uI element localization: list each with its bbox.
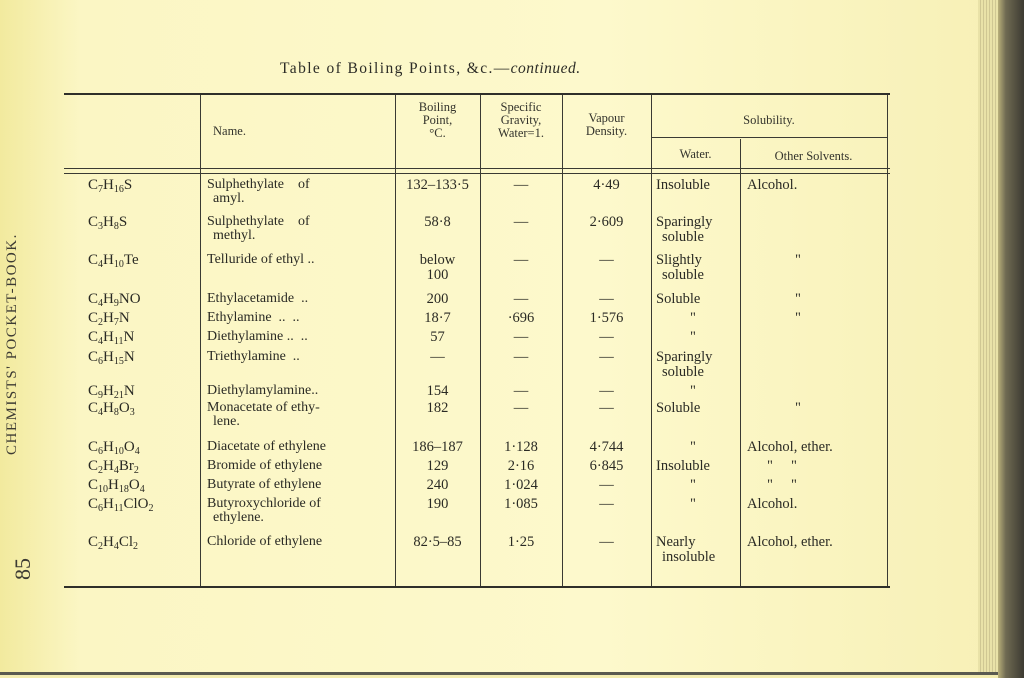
water-solubility-line: Soluble (656, 291, 701, 307)
formula-subscript: 7 (98, 184, 104, 195)
header-line: Vapour (588, 111, 625, 125)
boiling-point (395, 292, 480, 307)
water-solubility-line: " (690, 439, 696, 455)
compound-name-line: Diethylamylamine.. (207, 383, 319, 398)
formula-subscript: 2 (133, 541, 139, 552)
formula (88, 311, 130, 330)
formula-subscript: 8 (113, 407, 119, 418)
formula-subscript: 4 (98, 259, 104, 270)
boiling-point (395, 440, 480, 455)
title-continued: continued. (510, 60, 581, 77)
header-line: Point, (422, 113, 453, 127)
water-solubility-line: insoluble (662, 549, 716, 565)
water-solubility (656, 478, 696, 493)
water-solubility (656, 350, 712, 380)
header-vapour-density (562, 112, 651, 138)
formula (88, 330, 134, 349)
compound-name-line: Butyrate of ethylene (207, 477, 322, 492)
compound-name-line: Diacetate of ethylene (207, 439, 326, 454)
formula-subscript: 10 (98, 484, 109, 495)
solubility-rule (651, 137, 887, 138)
compound-name (207, 440, 326, 454)
other-solvents: " " (767, 477, 797, 493)
other-solvents: " (795, 291, 801, 307)
header-rule (64, 168, 890, 169)
formula-subscript: 7 (113, 317, 119, 328)
formula-element: H (103, 383, 114, 399)
compound-name (207, 350, 300, 364)
formula-element: C (88, 534, 99, 550)
formula-element: H (103, 400, 114, 416)
formula-subscript: 4 (98, 336, 104, 347)
column-rule (740, 139, 741, 586)
formula-element: C (88, 291, 99, 307)
header-line: Boiling (418, 100, 457, 114)
specific-gravity: — (513, 291, 529, 307)
formula-subscript: 8 (113, 221, 119, 232)
compound-name-line: Sulphethylate of (207, 177, 310, 192)
header-line: °C. (429, 126, 446, 140)
other-solvents: " (795, 400, 801, 416)
compound-name (207, 478, 321, 492)
specific-gravity: 1·024 (504, 477, 538, 493)
compound-name (207, 535, 322, 549)
formula-element: N (123, 329, 135, 345)
boiling-point-value: 190 (426, 496, 449, 512)
boiling-point (395, 311, 480, 326)
formula-element: O (128, 477, 140, 493)
formula-element: Cl (118, 534, 134, 550)
formula-element: Te (123, 252, 139, 268)
water-solubility (656, 253, 704, 283)
other-solvents: " (795, 252, 801, 268)
formula-subscript: 21 (113, 390, 124, 401)
formula (88, 292, 141, 311)
formula-element: C (88, 177, 99, 193)
boiling-point (395, 215, 480, 230)
water-solubility-line: " (690, 477, 696, 493)
boiling-points-table (64, 93, 890, 588)
formula-subscript: 10 (113, 446, 124, 457)
formula (88, 401, 135, 420)
vapour-density: — (599, 383, 614, 399)
boiling-point-value: — (430, 349, 445, 365)
specific-gravity: — (513, 177, 529, 193)
vapour-density: — (599, 252, 614, 268)
compound-name-line: Ethylamine .. .. (207, 310, 300, 325)
vapour-density: — (599, 534, 614, 550)
formula-element: H (103, 329, 114, 345)
compound-name-line: Ethylacetamide .. (207, 291, 309, 306)
formula-element: N (123, 349, 135, 365)
formula-element: C (88, 383, 99, 399)
formula-element: H (103, 177, 114, 193)
compound-name (207, 459, 322, 473)
formula-subscript: 2 (98, 465, 104, 476)
formula-subscript: 9 (113, 298, 119, 309)
formula-subscript: 4 (98, 407, 104, 418)
boiling-point (395, 535, 480, 550)
formula (88, 440, 140, 459)
compound-name (207, 253, 315, 267)
formula-subscript: 11 (113, 503, 124, 514)
specific-gravity: ·696 (507, 310, 535, 326)
specific-gravity: — (513, 329, 529, 345)
formula-subscript: 6 (98, 356, 104, 367)
formula-subscript: 2 (133, 465, 139, 476)
formula-element: H (103, 458, 114, 474)
formula-element: C (88, 214, 99, 230)
compound-name (207, 497, 321, 525)
formula-element: NO (118, 291, 141, 307)
boiling-point-value: 200 (426, 291, 449, 307)
water-solubility (656, 292, 700, 307)
water-solubility-line: Insoluble (656, 458, 710, 474)
formula-subscript: 4 (113, 541, 119, 552)
formula-subscript: 2 (98, 317, 104, 328)
formula-element: C (88, 349, 99, 365)
water-solubility (656, 535, 715, 565)
formula-element: S (118, 214, 128, 230)
formula-element: H (103, 291, 114, 307)
boiling-point (395, 253, 480, 283)
other-solvents: Alcohol. (747, 496, 798, 512)
boiling-point-value: 57 (430, 329, 445, 345)
specific-gravity: 1·085 (504, 496, 538, 512)
water-solubility-line: " (690, 329, 696, 345)
formula-subscript: 15 (113, 356, 124, 367)
vapour-density: 4·49 (593, 177, 620, 193)
compound-name (207, 384, 318, 398)
other-solvents: Alcohol, ether. (747, 439, 833, 455)
title-main: Table of Boiling Points, &c.— (280, 60, 511, 77)
formula-element: H (103, 252, 114, 268)
vapour-density: 1·576 (589, 310, 624, 326)
compound-name-line: Sulphethylate of (207, 214, 310, 229)
formula-subscript: 18 (118, 484, 129, 495)
formula-element: H (103, 310, 114, 326)
water-solubility-line: Slightly (656, 252, 702, 268)
water-solubility-line: Soluble (656, 400, 701, 416)
specific-gravity: — (513, 252, 529, 268)
boiling-point-value: 240 (426, 477, 449, 493)
formula-subscript: 4 (139, 484, 145, 495)
formula-subscript: 10 (113, 259, 124, 270)
water-solubility (656, 401, 700, 416)
header-boiling-point (395, 101, 480, 140)
boiling-point (395, 330, 480, 345)
boiling-point (395, 497, 480, 512)
formula-element: C (88, 310, 99, 326)
water-solubility (656, 497, 696, 512)
boiling-point-value: 18·7 (424, 310, 451, 326)
vapour-density: 4·744 (589, 439, 624, 455)
formula-subscript: 4 (113, 465, 119, 476)
header-line: Density. (585, 124, 628, 138)
specific-gravity: — (513, 214, 529, 230)
water-solubility (656, 311, 696, 326)
water-solubility-line: Nearly (656, 534, 696, 550)
formula (88, 215, 127, 234)
formula-subscript: 16 (113, 184, 124, 195)
formula-element: H (103, 214, 114, 230)
compound-name (207, 311, 300, 325)
formula-subscript: 2 (148, 503, 154, 514)
boiling-point-value: 129 (426, 458, 449, 474)
formula (88, 178, 132, 197)
formula-element: C (88, 400, 99, 416)
boiling-point-value: 132–133·5 (406, 177, 469, 193)
formula-subscript: 6 (98, 503, 104, 514)
specific-gravity: 1·25 (507, 534, 535, 550)
boiling-point-value: 58·8 (424, 214, 451, 230)
water-solubility-line: " (690, 310, 696, 326)
boiling-point-value: 182 (426, 400, 449, 416)
formula-element: N (118, 310, 130, 326)
compound-name (207, 401, 320, 429)
other-solvents: Alcohol, ether. (747, 534, 833, 550)
formula (88, 350, 135, 369)
specific-gravity: 1·128 (504, 439, 538, 455)
formula-element: C (88, 496, 99, 512)
water-solubility (656, 459, 710, 474)
formula-subscript: 2 (98, 541, 104, 552)
water-solubility-line: Sparingly (656, 214, 713, 230)
specific-gravity: — (513, 400, 529, 416)
formula (88, 497, 154, 516)
formula-element: C (88, 477, 99, 493)
formula-element: C (88, 458, 99, 474)
formula (88, 535, 138, 554)
page-edges (978, 0, 998, 672)
formula-element: H (103, 496, 114, 512)
compound-name-line: Diethylamine .. .. (207, 329, 308, 344)
formula-subscript: 6 (98, 446, 104, 457)
compound-name (207, 178, 310, 206)
water-solubility-line: soluble (662, 267, 704, 283)
header-line: Water=1. (498, 126, 544, 140)
boiling-point (395, 178, 480, 193)
vapour-density: — (599, 291, 614, 307)
formula (88, 253, 139, 272)
boiling-point (395, 478, 480, 493)
boiling-point (395, 401, 480, 416)
header-other-solvents: Other Solvents. (774, 149, 853, 163)
compound-name-line: ethylene. (213, 510, 264, 525)
water-solubility-line: Insoluble (656, 177, 710, 193)
formula (88, 478, 145, 497)
header-line: Gravity, (500, 113, 542, 127)
water-solubility-line: soluble (662, 364, 704, 380)
compound-name-line: Chloride of ethylene (207, 534, 323, 549)
other-solvents: Alcohol. (747, 177, 798, 193)
formula-element: S (123, 177, 133, 193)
vapour-density: — (599, 496, 614, 512)
boiling-point-value: 154 (426, 383, 449, 399)
header-rule-2 (64, 173, 890, 174)
other-solvents: " " (767, 458, 797, 474)
formula-subscript: 3 (98, 221, 104, 232)
header-line: Specific (500, 100, 542, 114)
boiling-point (395, 459, 480, 474)
boiling-point-value: 186–187 (412, 439, 463, 455)
compound-name-line: methyl. (213, 228, 256, 243)
specific-gravity: 2·16 (507, 458, 535, 474)
compound-name-line: Butyroxychloride of (207, 496, 321, 511)
formula-element: H (108, 477, 119, 493)
formula-subscript: 3 (129, 407, 135, 418)
formula-element: C (88, 252, 99, 268)
vapour-density: 2·609 (589, 214, 624, 230)
formula-element: N (123, 383, 135, 399)
formula-subscript: 4 (98, 298, 104, 309)
water-solubility (656, 384, 696, 399)
specific-gravity: — (513, 383, 529, 399)
vapour-density: — (599, 477, 614, 493)
formula-element: C (88, 439, 99, 455)
page-title (280, 60, 581, 78)
header-solubility: Solubility. (743, 113, 795, 127)
formula-element: H (103, 349, 114, 365)
boiling-point-value: 82·5–85 (413, 534, 462, 550)
formula-element: Br (118, 458, 134, 474)
water-solubility-line: Sparingly (656, 349, 713, 365)
boiling-point (395, 384, 480, 399)
header-name: Name. (213, 124, 246, 138)
other-solvents: " (795, 310, 801, 326)
specific-gravity: — (513, 349, 529, 365)
vapour-density: 6·845 (589, 458, 624, 474)
formula-element: C (88, 329, 99, 345)
water-solubility (656, 215, 712, 245)
vapour-density: — (599, 400, 614, 416)
formula-element: ClO (123, 496, 149, 512)
compound-name-line: lene. (213, 414, 240, 429)
compound-name-line: amyl. (213, 191, 245, 206)
compound-name (207, 292, 308, 306)
formula-subscript: 11 (113, 336, 124, 347)
water-solubility (656, 440, 696, 455)
compound-name-line: Triethylamine .. (207, 349, 300, 364)
water-solubility-line: " (690, 496, 696, 512)
book-spine (998, 0, 1024, 678)
compound-name (207, 215, 310, 243)
compound-name (207, 330, 308, 344)
formula-element: H (103, 534, 114, 550)
header-water: Water. (679, 147, 712, 161)
water-solubility-line: " (690, 383, 696, 399)
formula-element: H (103, 439, 114, 455)
boiling-point-value: 100 (426, 267, 449, 283)
formula-element: O (123, 439, 135, 455)
vapour-density: — (599, 349, 614, 365)
vapour-density: — (599, 329, 614, 345)
boiling-point (395, 350, 480, 365)
water-solubility-line: soluble (662, 229, 704, 245)
page-number: 85 (10, 558, 35, 580)
water-solubility (656, 178, 710, 193)
boiling-point-value: below (419, 252, 456, 268)
formula-element: O (118, 400, 130, 416)
compound-name-line: Telluride of ethyl .. (207, 252, 315, 267)
formula-subscript: 4 (134, 446, 140, 457)
formula (88, 459, 139, 478)
running-head: CHEMISTS' POCKET-BOOK. (4, 233, 20, 455)
formula-subscript: 9 (98, 390, 104, 401)
compound-name-line: Bromide of ethylene (207, 458, 323, 473)
compound-name-line: Monacetate of ethy- (207, 400, 320, 415)
header-specific-gravity (480, 101, 562, 140)
water-solubility (656, 330, 696, 345)
